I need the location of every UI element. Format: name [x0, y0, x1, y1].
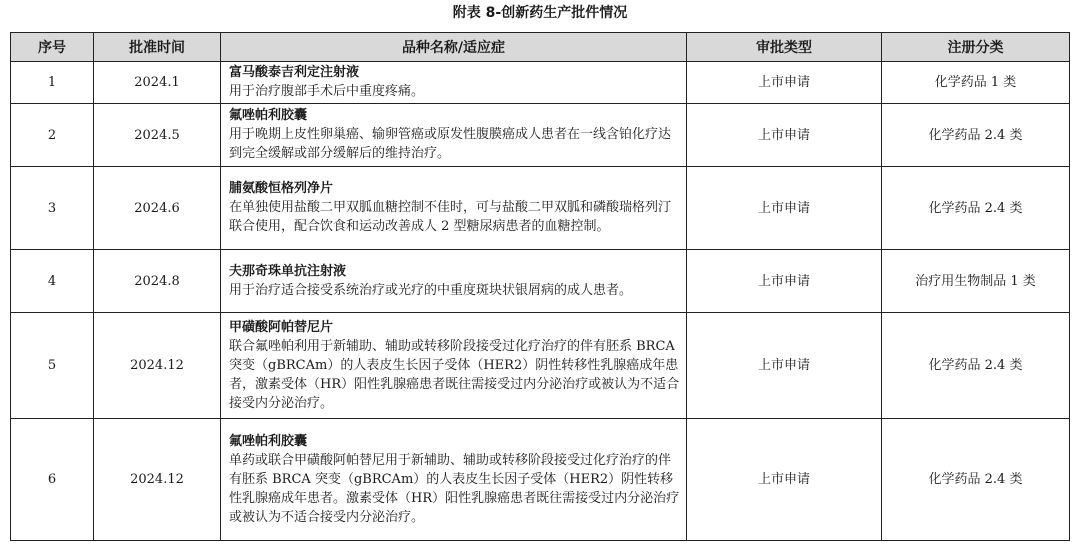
- header-date: 批准时间: [94, 33, 221, 62]
- table-row: [11, 62, 1070, 104]
- header-registration-category: 注册分类: [882, 33, 1070, 62]
- row-category: 化学药品 2.4 类: [882, 313, 1070, 419]
- row-approval-type: 上市申请: [687, 104, 882, 167]
- row-date: 2024.8: [94, 250, 221, 313]
- row-product: [221, 167, 687, 250]
- product-indication: 用于治疗适合接受系统治疗或光疗的中重度斑块状银屑病的成人患者。: [229, 282, 633, 298]
- table-title: 附表 8-创新药生产批件情况: [452, 5, 628, 21]
- row-product: [221, 419, 687, 541]
- row-no: 5: [11, 313, 94, 419]
- row-date: 2024.1: [94, 62, 221, 104]
- product-name: 夫那奇珠单抗注射液: [229, 263, 347, 279]
- product-name: 甲磺酸阿帕替尼片: [229, 319, 334, 335]
- product-indication: 联合氟唑帕利用于新辅助、辅助或转移阶段接受过化疗治疗的伴有胚系 BRCA 突变（gBRCAm）的人表皮生长因子受体（HER2）阴性转移性乳腺癌成年患者，激素受体（HR）阳性乳腺癌患者既往需接受过内分泌治疗或被认为不适合接受内分泌治疗。: [229, 338, 680, 411]
- row-date: 2024.12: [94, 313, 221, 419]
- row-approval-type: 上市申请: [687, 313, 882, 419]
- row-date: 2024.5: [94, 104, 221, 167]
- row-category: 治疗用生物制品 1 类: [882, 250, 1070, 313]
- row-date: 2024.6: [94, 167, 221, 250]
- row-approval-type: 上市申请: [687, 419, 882, 541]
- row-no: 4: [11, 250, 94, 313]
- row-product: [221, 313, 687, 419]
- row-approval-type: 上市申请: [687, 250, 882, 313]
- row-category: 化学药品 2.4 类: [882, 419, 1070, 541]
- row-category: 化学药品 2.4 类: [882, 167, 1070, 250]
- row-product: [221, 62, 687, 104]
- row-no: 3: [11, 167, 94, 250]
- table-row: [11, 419, 1070, 541]
- header-row: [11, 33, 1070, 62]
- row-date: 2024.12: [94, 419, 221, 541]
- product-indication: 用于晚期上皮性卵巢癌、输卵管癌或原发性腹膜癌成人患者在一线含铂化疗达到完全缓解或部分缓解后的维持治疗。: [229, 127, 672, 161]
- product-name: 氟唑帕利胶囊: [229, 108, 308, 123]
- row-product: [221, 250, 687, 313]
- row-approval-type: 上市申请: [687, 167, 882, 250]
- header-no: 序号: [11, 33, 94, 62]
- product-indication: 用于治疗腹部手术后中重度疼痛。: [229, 84, 425, 99]
- table-row: [11, 250, 1070, 313]
- row-approval-type: 上市申请: [687, 62, 882, 104]
- product-name: 富马酸泰吉利定注射液: [229, 65, 360, 80]
- row-no: 6: [11, 419, 94, 541]
- product-indication: 单药或联合甲磺酸阿帕替尼用于新辅助、辅助或转移阶段接受过化疗治疗的伴有胚系 BRCA 突变（gBRCAm）的人表皮生长因子受体（HER2）阴性转移性乳腺癌成年患者。激素受体（HR）阳性乳腺癌患者既往需接受过内分泌治疗或被认为不适合接受内分泌治疗。: [229, 452, 680, 525]
- product-name: 氟唑帕利胶囊: [229, 433, 308, 449]
- row-no: 1: [11, 62, 94, 104]
- row-no: 2: [11, 104, 94, 167]
- table-row: [11, 313, 1070, 419]
- row-product: [221, 104, 687, 167]
- product-name: 脯氨酸恒格列净片: [229, 181, 334, 196]
- header-product: 品种名称/适应症: [221, 33, 687, 62]
- row-category: 化学药品 2.4 类: [882, 104, 1070, 167]
- header-approval-type: 审批类型: [687, 33, 882, 62]
- approval-table: [10, 32, 1070, 541]
- row-category: 化学药品 1 类: [882, 62, 1070, 104]
- product-indication: 在单独使用盐酸二甲双胍血糖控制不佳时，可与盐酸二甲双胍和磷酸瑞格列汀联合使用，配合饮食和运动改善成人 2 型糖尿病患者的血糖控制。: [229, 200, 672, 234]
- table-row: [11, 104, 1070, 167]
- table-row: [11, 167, 1070, 250]
